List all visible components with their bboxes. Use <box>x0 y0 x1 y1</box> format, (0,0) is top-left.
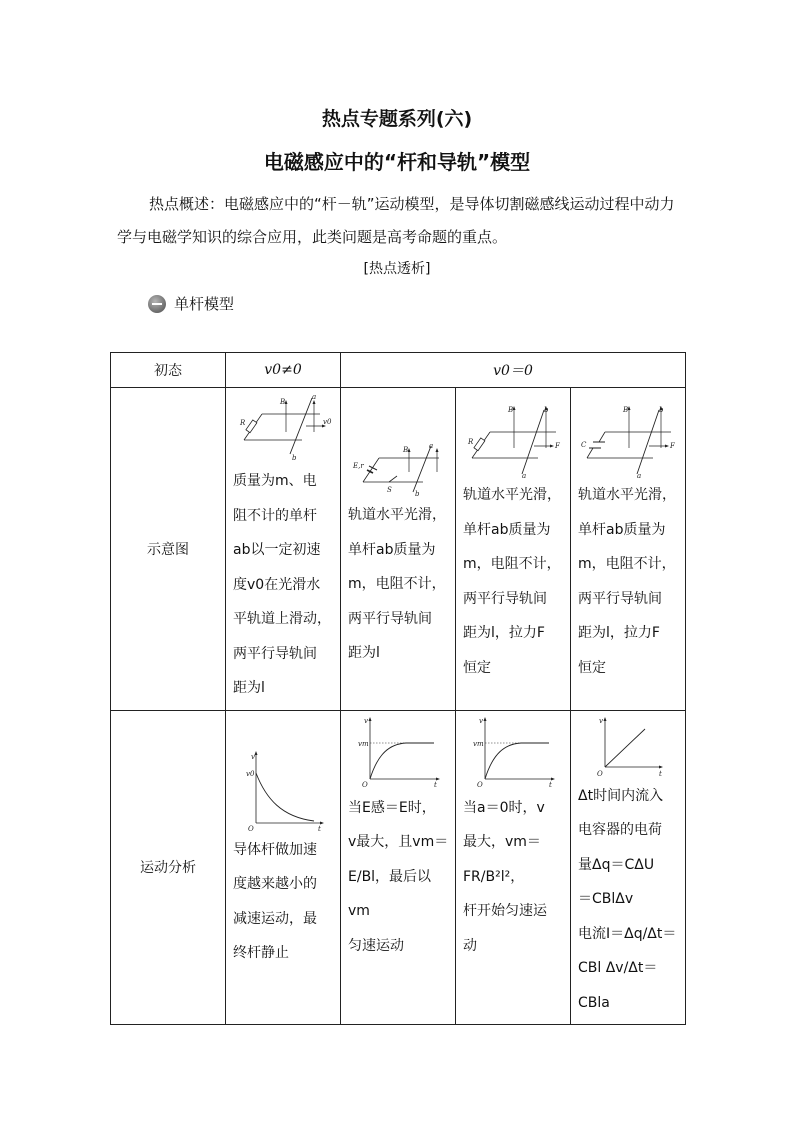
fig-label: v <box>250 752 255 761</box>
header-initial-state: 初态 <box>111 353 226 388</box>
fig-label: R <box>239 419 245 427</box>
circuit-capacitor-force-icon <box>579 392 679 478</box>
fig-label: t <box>317 824 321 833</box>
desc-line: 轨道水平光滑， <box>463 487 561 503</box>
section-bracket-label: [热点透析] <box>363 261 431 277</box>
fig-label: b <box>543 406 548 414</box>
section-heading <box>148 293 234 314</box>
fig-label: B <box>622 406 628 414</box>
desc-line: 两平行导轨间 <box>233 645 317 662</box>
fig-label: b <box>658 406 663 414</box>
desc-line: 距为l，拉力F <box>578 625 660 641</box>
analysis-cell-3 <box>456 710 571 1025</box>
fig-label: t <box>658 769 662 778</box>
desc-line: 单杆ab质量为 <box>578 521 666 538</box>
main-title: 电磁感应中的“杆和导轨”模型 <box>263 150 531 174</box>
desc-line: 距为l <box>348 645 380 661</box>
circuit-resistor-force-icon <box>464 392 564 478</box>
desc-line: 阻不计的单杆 <box>233 507 317 524</box>
fig-label: a <box>428 442 433 450</box>
fig-label: t <box>433 780 437 789</box>
desc-line: ab以一定初速 <box>233 542 321 558</box>
fig-label: t <box>548 780 552 789</box>
analysis-cell-4 <box>571 710 686 1025</box>
fig-label: vm <box>357 739 369 748</box>
velocity-approach-graph-icon <box>469 715 559 791</box>
desc-line: m，电阻不计， <box>348 576 446 592</box>
desc-line: 两平行导轨间 <box>578 590 662 607</box>
fig-label: O <box>361 780 368 789</box>
diagram-cell-3 <box>456 388 571 711</box>
fig-label: S <box>386 486 392 494</box>
diagram-cell-4 <box>571 388 686 711</box>
analysis-cell-2 <box>341 710 456 1025</box>
diagram-cell-2 <box>341 388 456 711</box>
analysis-line: 电容器的电荷 <box>578 822 662 838</box>
desc-line: 单杆ab质量为 <box>463 521 551 538</box>
fig-label: v <box>363 716 368 725</box>
fig-label: vm <box>472 739 484 748</box>
analysis-line: 动 <box>463 937 477 954</box>
fig-label: O <box>247 824 254 833</box>
fig-label: b <box>414 490 419 498</box>
section-heading-label: 单杆模型 <box>174 295 235 313</box>
fig-label: F <box>669 442 675 450</box>
fig-label: C <box>580 441 586 449</box>
analysis-line: 杆开始匀速运 <box>463 903 547 919</box>
fig-label: F <box>554 442 560 450</box>
header-v0-nonzero: v0≠0 <box>226 353 341 388</box>
desc-line: m，电阻不计， <box>463 556 561 572</box>
desc-line: 两平行导轨间 <box>463 590 547 607</box>
circuit-battery-switch-icon <box>349 442 449 498</box>
desc-line: 轨道水平光滑， <box>348 507 446 523</box>
analysis-line: 度越来越小的 <box>233 876 317 892</box>
diagram-cell-1 <box>226 388 341 711</box>
desc-line: 恒定 <box>463 659 491 676</box>
desc-line: 距为l <box>233 680 265 696</box>
header-v0-zero: v0＝0 <box>341 353 686 388</box>
analysis-line: 电流I＝Δq/Δt＝ <box>578 925 677 942</box>
velocity-linear-graph-icon <box>589 715 669 779</box>
intro-line-1: 热点概述：电磁感应中的“杆－轨”运动模型，是导体切割磁感线运动过程 <box>149 195 630 213</box>
fig-label: R <box>467 438 473 446</box>
fig-label: a <box>636 472 641 478</box>
fig-label: B <box>279 398 285 406</box>
analysis-line: 终杆静止 <box>233 945 289 961</box>
desc-line: 度v0在光滑水 <box>233 576 321 593</box>
fig-label: B <box>402 446 408 454</box>
circuit-resistor-moving-rod-icon <box>234 392 334 464</box>
series-title: 热点专题系列(六) <box>321 108 473 130</box>
row-label-analysis: 运动分析 <box>111 710 226 1025</box>
analysis-line: v最大，且vm＝ <box>348 834 449 850</box>
desc-line: m，电阻不计， <box>578 556 676 572</box>
fig-label: a <box>521 472 526 478</box>
desc-line: 平轨道上滑动， <box>233 611 331 627</box>
desc-line: 质量为m、电 <box>233 473 317 489</box>
desc-line: 恒定 <box>578 659 606 676</box>
fig-label: b <box>291 454 296 462</box>
analysis-line: 最大，vm＝FR/B²l²， <box>463 834 541 885</box>
fig-label: v <box>478 716 483 725</box>
fig-label: a <box>311 393 316 401</box>
analysis-line: CBl Δv/Δt＝CBla <box>578 960 658 1011</box>
analysis-line: 匀速运动 <box>348 937 404 954</box>
fig-label: O <box>476 780 483 789</box>
analysis-line: E/Bl，最后以vm <box>348 868 432 919</box>
fig-label: v0 <box>322 418 331 426</box>
model-table <box>110 352 686 1025</box>
desc-line: 轨道水平光滑， <box>578 487 676 503</box>
velocity-approach-graph-icon <box>354 715 444 791</box>
analysis-line: 量Δq＝CΔU <box>578 856 655 873</box>
analysis-cell-1 <box>226 710 341 1025</box>
row-label-diagram: 示意图 <box>111 388 226 711</box>
intro-paragraph <box>117 188 683 254</box>
fig-label: v0 <box>245 769 254 778</box>
section-number-icon <box>148 295 166 313</box>
analysis-line: 当a＝0时，v <box>463 799 545 816</box>
intro-line-2: 中动力学与电磁学知识的综合应用，此类问题是高考命题的重点。 <box>117 195 675 246</box>
velocity-decay-graph-icon <box>242 747 326 833</box>
analysis-line: ＝CBlΔv <box>578 891 634 907</box>
desc-line: 单杆ab质量为 <box>348 541 436 558</box>
analysis-line: 减速运动，最 <box>233 910 317 927</box>
fig-label: v <box>598 716 603 725</box>
fig-label: E,r <box>352 462 364 470</box>
fig-label: O <box>596 769 603 778</box>
analysis-line: 导体杆做加速 <box>233 841 317 858</box>
desc-line: 两平行导轨间 <box>348 610 432 627</box>
fig-label: B <box>507 406 513 414</box>
analysis-line: 当E感＝E时， <box>348 799 436 816</box>
desc-line: 距为l，拉力F <box>463 625 545 641</box>
analysis-line: Δt时间内流入 <box>578 787 664 804</box>
